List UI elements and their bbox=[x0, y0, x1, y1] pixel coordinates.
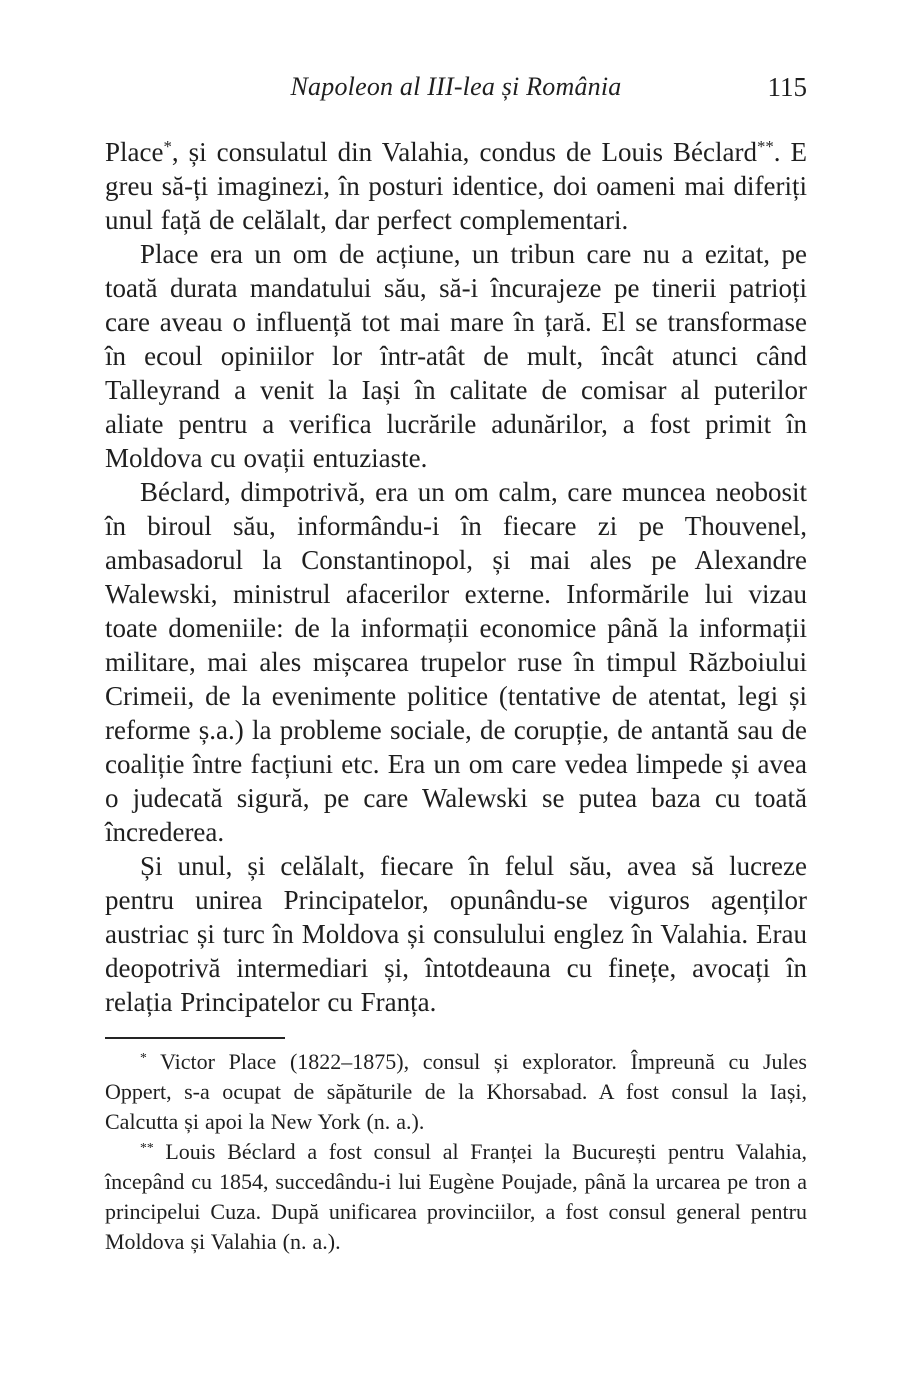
footnote-marker-double-asterisk: ** bbox=[756, 136, 774, 156]
paragraph-1 bbox=[105, 135, 807, 237]
page-number: 115 bbox=[767, 72, 807, 102]
footnote-1-marker: * bbox=[140, 1049, 147, 1065]
body-text bbox=[105, 135, 807, 1019]
footnote-2-text: Louis Béclard a fost consul al Franței la București pentru Valahia, începând cu 1854, succedându-i lui Eugène Poujade, până la urcarea pe tron a principelui Cuza. După unificarea provinciilor, a fost consul general pentru Moldova și Valahia (n. a.). bbox=[105, 1139, 807, 1254]
paragraph-2: Place era un om de acțiune, un tribun care nu a ezitat, pe toată durata mandatului său, să-i încurajeze pe tinerii patrioți care aveau o influență tot mai mare în țară. El se transformase în ecoul opiniilor lor într-atât de mult, încât atunci când Talleyrand a venit la Iași în calitate de comisar al puterilor aliate pentru a verifica lucrările adunărilor, a fost primit în Moldova cu ovații entuziaste. bbox=[105, 239, 807, 473]
footnote-2-marker: ** bbox=[140, 1139, 154, 1155]
paragraph-4: Și unul, și celălalt, fiecare în felul său, avea să lucreze pentru unirea Principatelor, opunându-se viguros agenților austriac și turc în Moldova și consulului englez în Valahia. Erau deopotrivă intermediari și, întotdeauna cu finețe, avocați în relația Principatelor cu Franța. bbox=[105, 851, 807, 1017]
footnote-1-text: Victor Place (1822–1875), consul și explorator. Împreună cu Jules Oppert, s-a ocupat de săpăturile de la Khorsabad. A fost consul la Iași, Calcutta și apoi la New York (n. a.). bbox=[105, 1049, 807, 1134]
footnote-2 bbox=[105, 1137, 807, 1257]
footnote-separator-rule bbox=[105, 1037, 285, 1039]
footnote-1 bbox=[105, 1047, 807, 1137]
footnotes bbox=[105, 1047, 807, 1257]
text-block bbox=[105, 0, 807, 1257]
running-title: Napoleon al III-lea și România bbox=[290, 72, 622, 101]
paragraph-1-text: . E greu să-ți imaginezi, în posturi identice, doi oameni mai diferiți unul față de celălalt, dar perfect complementari. bbox=[105, 137, 807, 235]
paragraph-1-text: , și consulatul din Valahia, condus de Louis Béclard bbox=[171, 137, 757, 167]
running-header bbox=[105, 70, 807, 104]
paragraph-3: Béclard, dimpotrivă, era un om calm, care muncea neobosit în biroul său, informându-i în fiecare zi pe Thouvenel, ambasadorul la Constantinopol, și mai ales pe Alexandre Walewski, ministrul afacerilor externe. Informările lui vizau toate domeniile: de la informații economice până la informații militare, mai ales mișcarea trupelor ruse în timpul Războiului Crimeii, de la evenimente politice (tentative de atentat, legi și reforme ș.a.) la probleme sociale, de corupție, de antantă sau de coaliție între facțiuni etc. Era un om care vedea limpede și avea o judecată sigură, pe care Walewski se putea baza cu toată încrederea. bbox=[105, 477, 807, 847]
paragraph-1-text: Place bbox=[105, 137, 164, 167]
footnote-marker-asterisk: * bbox=[163, 136, 172, 156]
